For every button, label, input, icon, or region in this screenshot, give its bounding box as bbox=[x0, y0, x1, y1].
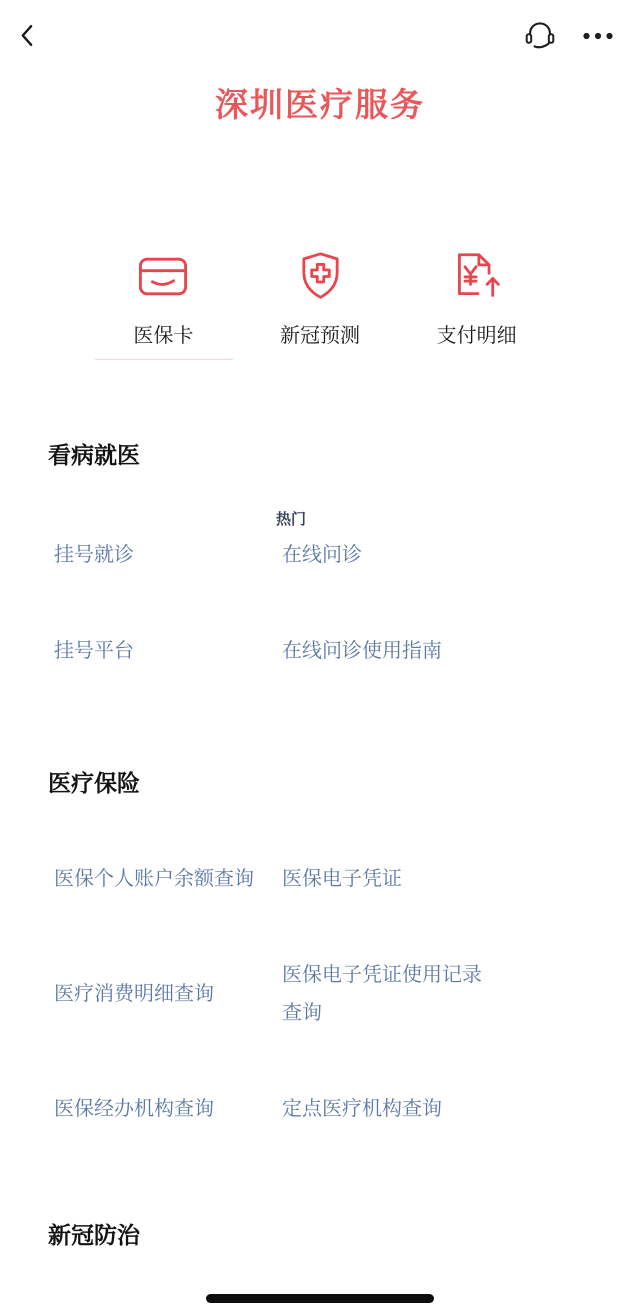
link-registration-platform[interactable] bbox=[54, 632, 282, 670]
quick-action-covid-prediction[interactable] bbox=[242, 251, 399, 348]
navbar-actions bbox=[522, 18, 614, 57]
hot-badge: 热门 bbox=[276, 511, 307, 528]
payment-record-icon bbox=[452, 251, 502, 301]
customer-service-button[interactable] bbox=[522, 18, 558, 57]
link-grid bbox=[0, 860, 640, 1128]
page-title: 深圳医疗服务 bbox=[215, 86, 425, 123]
home-indicator[interactable] bbox=[206, 1294, 434, 1303]
quick-action-label: 医保卡 bbox=[133, 325, 194, 347]
quick-action-underline bbox=[95, 359, 233, 360]
quick-action-insurance-card[interactable] bbox=[85, 251, 242, 348]
link-grid bbox=[0, 511, 640, 670]
section-title: 看病就医 bbox=[48, 442, 140, 468]
link-insurance-balance-query[interactable] bbox=[54, 860, 282, 898]
link-online-consultation-guide[interactable] bbox=[282, 632, 600, 670]
link-label: 医保电子凭证使用记录查询 bbox=[282, 964, 482, 1024]
section-title: 新冠防治 bbox=[48, 1222, 140, 1248]
link-insurance-agency-query[interactable] bbox=[54, 1090, 282, 1128]
quick-action-payment-details[interactable] bbox=[398, 251, 555, 348]
link-label: 医疗消费明细查询 bbox=[54, 983, 214, 1005]
quick-action-label: 支付明细 bbox=[436, 325, 517, 347]
quick-actions bbox=[85, 251, 555, 348]
link-e-certificate-usage-records[interactable] bbox=[282, 956, 490, 1032]
section-covid-prevention bbox=[0, 1220, 640, 1250]
chevron-left-icon bbox=[20, 24, 33, 50]
insurance-card-icon bbox=[138, 251, 188, 301]
more-button[interactable] bbox=[582, 20, 614, 55]
link-medical-expense-query[interactable] bbox=[54, 975, 282, 1013]
link-register-visit[interactable] bbox=[54, 511, 307, 574]
section-medical-insurance bbox=[0, 768, 640, 1128]
section-outpatient-visit bbox=[0, 440, 640, 670]
link-designated-hospital-query[interactable] bbox=[282, 1090, 600, 1128]
link-label: 挂号平台 bbox=[54, 640, 134, 662]
section-title: 医疗保险 bbox=[48, 770, 140, 796]
link-label: 定点医疗机构查询 bbox=[282, 1098, 442, 1120]
ellipsis-icon bbox=[582, 20, 614, 55]
link-label: 医保电子凭证 bbox=[282, 868, 402, 890]
link-label: 在线问诊使用指南 bbox=[282, 640, 442, 662]
shield-cross-icon bbox=[298, 251, 343, 301]
headset-icon bbox=[522, 18, 558, 57]
link-label: 医保经办机构查询 bbox=[54, 1098, 214, 1120]
link-label: 挂号就诊 bbox=[54, 544, 134, 566]
link-insurance-e-certificate[interactable] bbox=[282, 860, 600, 898]
navbar bbox=[0, 0, 640, 54]
link-online-consultation[interactable] bbox=[282, 536, 600, 574]
quick-action-label: 新冠预测 bbox=[280, 325, 360, 347]
link-label: 在线问诊 bbox=[282, 544, 362, 566]
back-button[interactable] bbox=[20, 24, 33, 50]
link-label: 医保个人账户余额查询 bbox=[54, 868, 254, 890]
